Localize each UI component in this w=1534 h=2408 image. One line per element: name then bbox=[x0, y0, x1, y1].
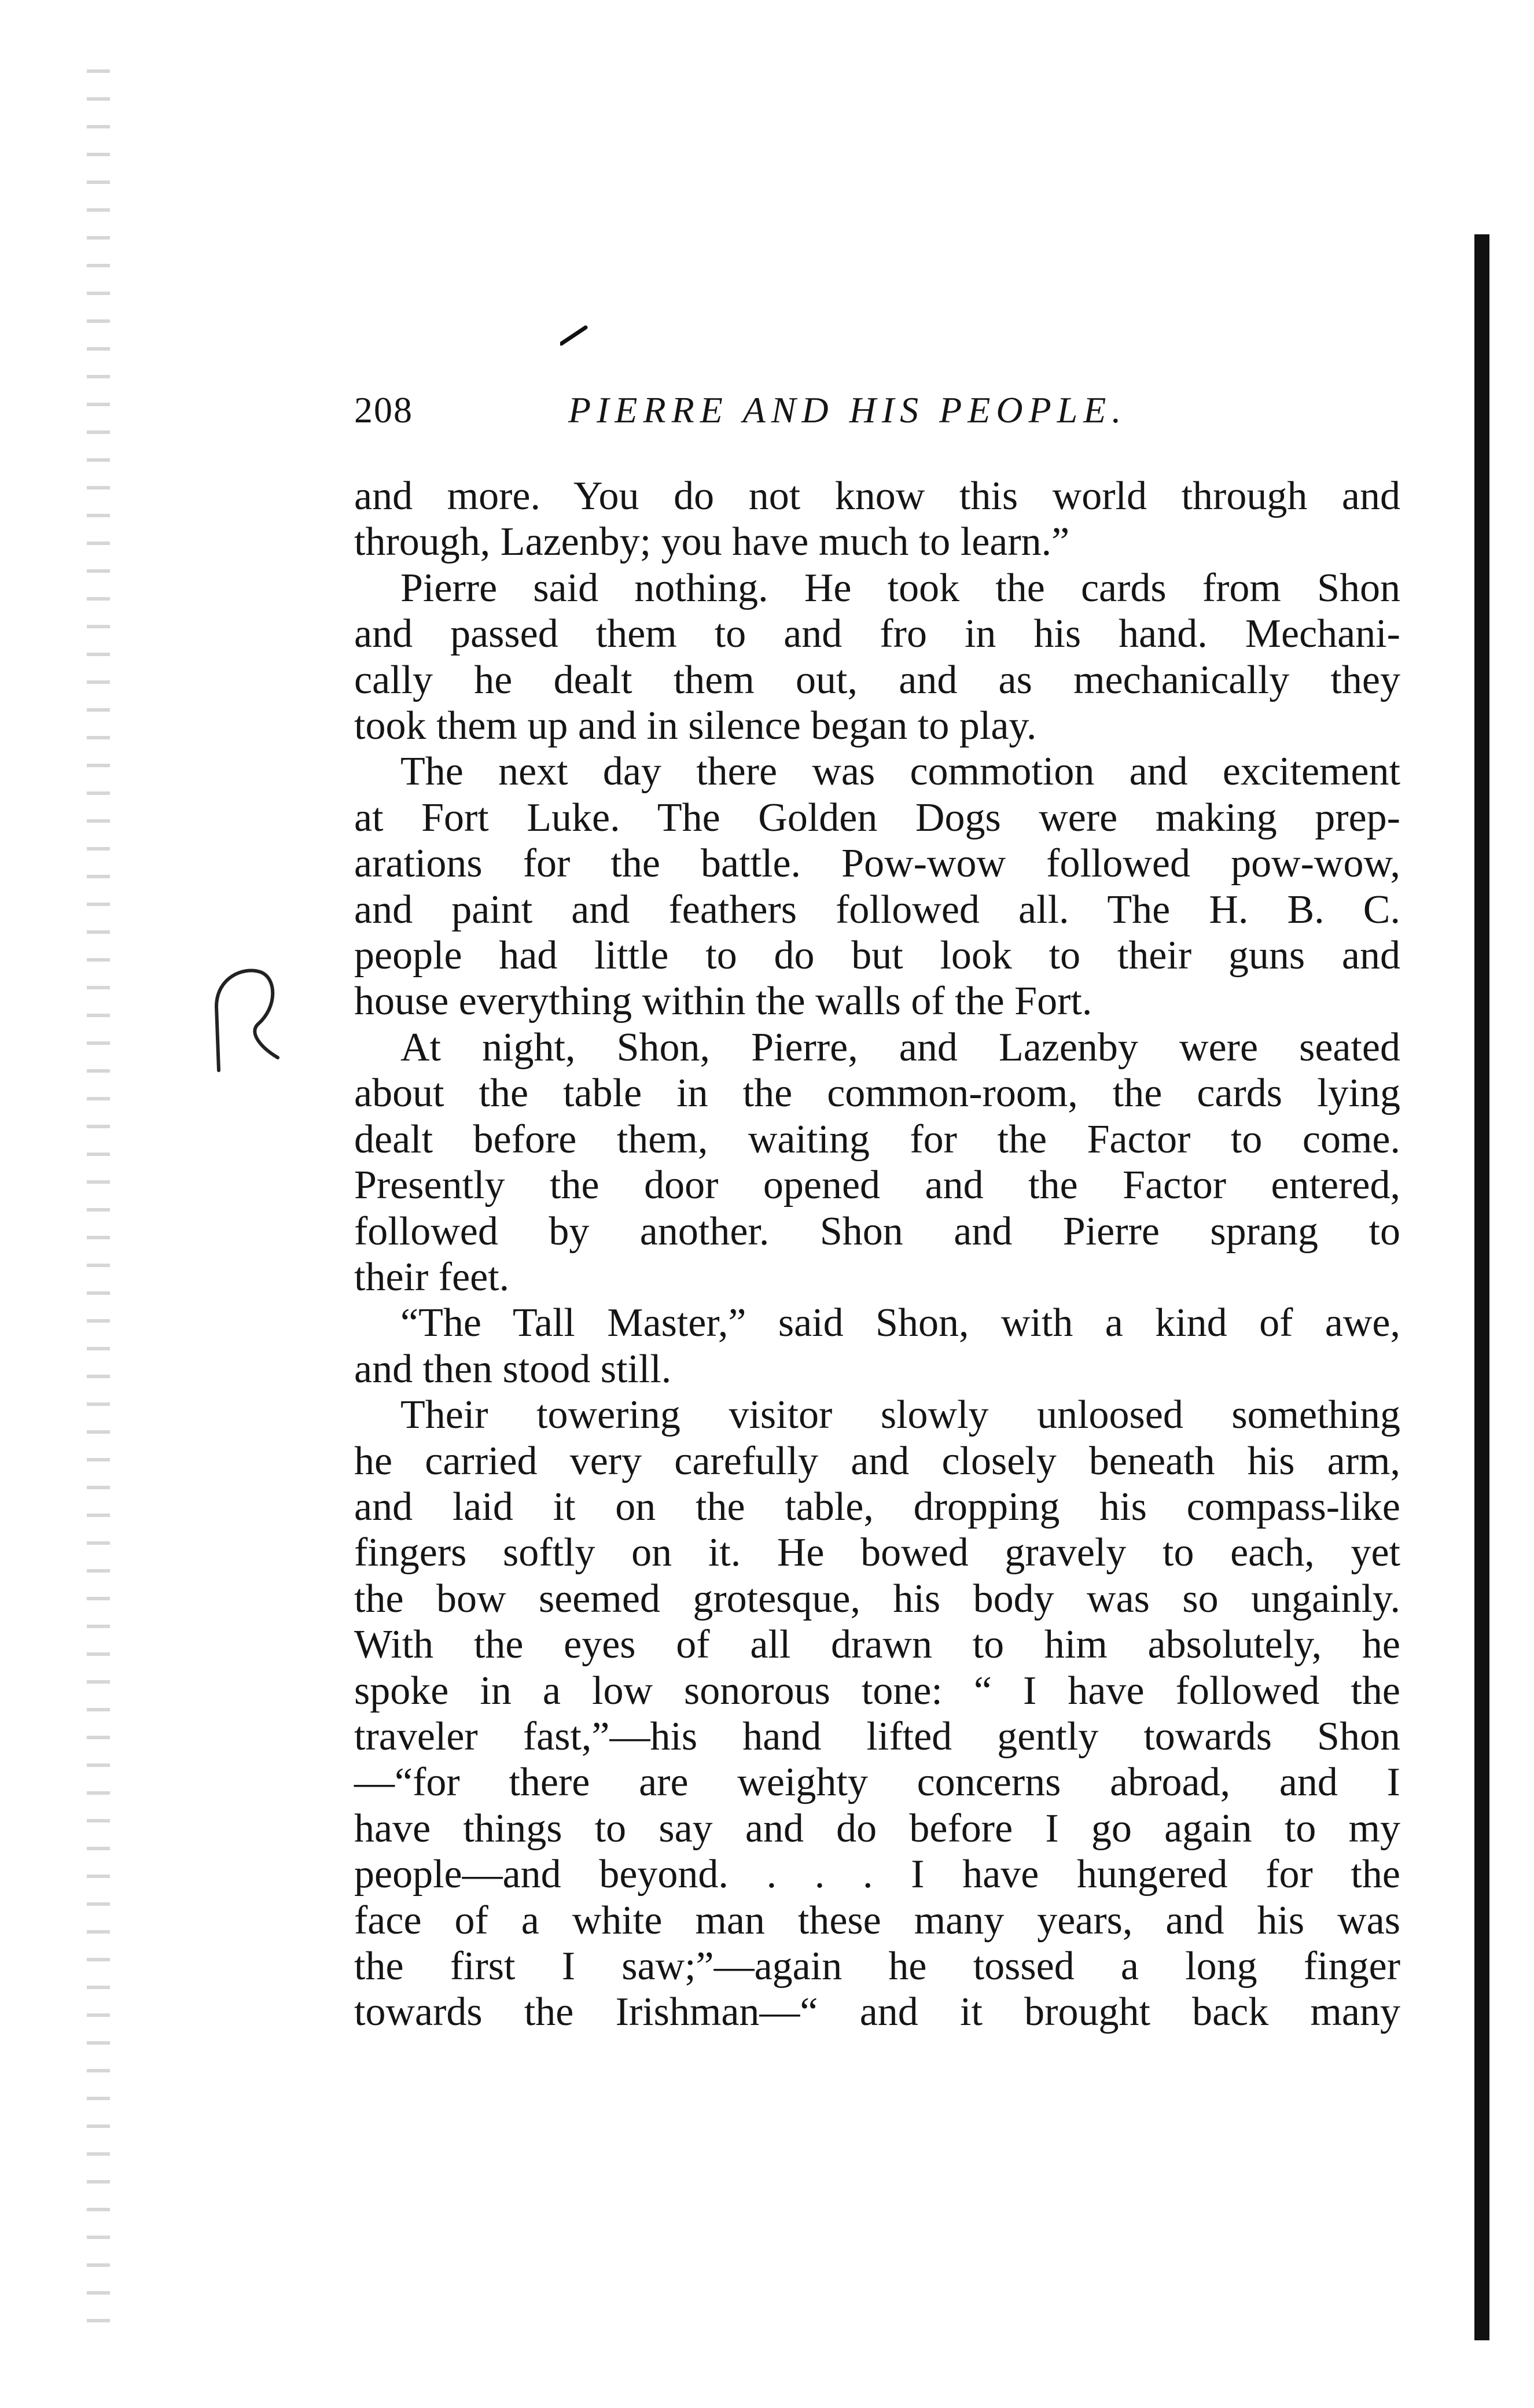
text-line: through, Lazenby; you have much to learn.” bbox=[354, 520, 1070, 565]
text-line: towards the Irishman—“ and it brought back many bbox=[354, 1990, 1400, 2035]
scan-edge-bar bbox=[1474, 234, 1489, 2340]
text-line: dealt before them, waiting for the Factor to come. bbox=[354, 1117, 1400, 1162]
text-line: house everything within the walls of the Fort. bbox=[354, 979, 1092, 1024]
text-line: The next day there was commotion and excitement bbox=[400, 749, 1400, 794]
text-line: people—and beyond. . . . I have hungered for the bbox=[354, 1852, 1400, 1897]
text-line: spoke in a low sonorous tone: “ I have followed the bbox=[354, 1668, 1400, 1713]
text-line: and passed them to and fro in his hand. Mechani- bbox=[354, 612, 1400, 657]
page-header bbox=[354, 389, 1407, 447]
text-line: the first I saw;”—again he tossed a long finger bbox=[354, 1944, 1400, 1989]
text-line: traveler fast,”—his hand lifted gently towards Shon bbox=[354, 1714, 1400, 1759]
text-line: face of a white man these many years, and his was bbox=[354, 1898, 1400, 1943]
text-line: —“for there are weighty concerns abroad, and I bbox=[354, 1760, 1400, 1805]
text-line: took them up and in silence began to play. bbox=[354, 704, 1037, 749]
page-number: 208 bbox=[354, 389, 413, 430]
handwritten-mark bbox=[208, 960, 284, 1076]
text-line: and paint and feathers followed all. The H. B. C. bbox=[354, 887, 1400, 932]
text-line: the bow seemed grotesque, his body was so ungainly. bbox=[354, 1576, 1400, 1621]
pencil-tick-mark bbox=[560, 324, 589, 347]
text-line: at Fort Luke. The Golden Dogs were making prep- bbox=[354, 795, 1400, 840]
body-text bbox=[354, 473, 1400, 2035]
text-line: fingers softly on it. He bowed gravely to each, yet bbox=[354, 1530, 1400, 1575]
text-line: and laid it on the table, dropping his compass-like bbox=[354, 1484, 1400, 1529]
text-line: their feet. bbox=[354, 1254, 510, 1299]
text-line: he carried very carefully and closely beneath his arm, bbox=[354, 1438, 1400, 1483]
text-line: Pierre said nothing. He took the cards from Shon bbox=[400, 565, 1400, 610]
text-line: At night, Shon, Pierre, and Lazenby were seated bbox=[400, 1025, 1400, 1070]
text-line: Their towering visitor slowly unloosed something bbox=[400, 1393, 1400, 1438]
text-line: people had little to do but look to their guns and bbox=[354, 933, 1400, 978]
text-line: and then stood still. bbox=[354, 1346, 672, 1391]
text-line: “The Tall Master,” said Shon, with a kind of awe, bbox=[400, 1301, 1400, 1346]
text-line: and more. You do not know this world through and bbox=[354, 474, 1400, 518]
text-line: arations for the battle. Pow-wow followed pow-wow, bbox=[354, 841, 1400, 886]
scan-edge-specks bbox=[87, 69, 110, 2326]
text-line: Presently the door opened and the Factor entered, bbox=[354, 1163, 1400, 1208]
text-line: followed by another. Shon and Pierre sprang to bbox=[354, 1209, 1400, 1254]
text-line: have things to say and do before I go again to my bbox=[354, 1806, 1400, 1851]
text-line: about the table in the common-room, the cards lying bbox=[354, 1071, 1400, 1116]
text-line: With the eyes of all drawn to him absolutely, he bbox=[354, 1622, 1400, 1667]
text-line: cally he dealt them out, and as mechanically they bbox=[354, 657, 1400, 702]
running-title: PIERRE AND HIS PEOPLE. bbox=[568, 389, 1127, 430]
